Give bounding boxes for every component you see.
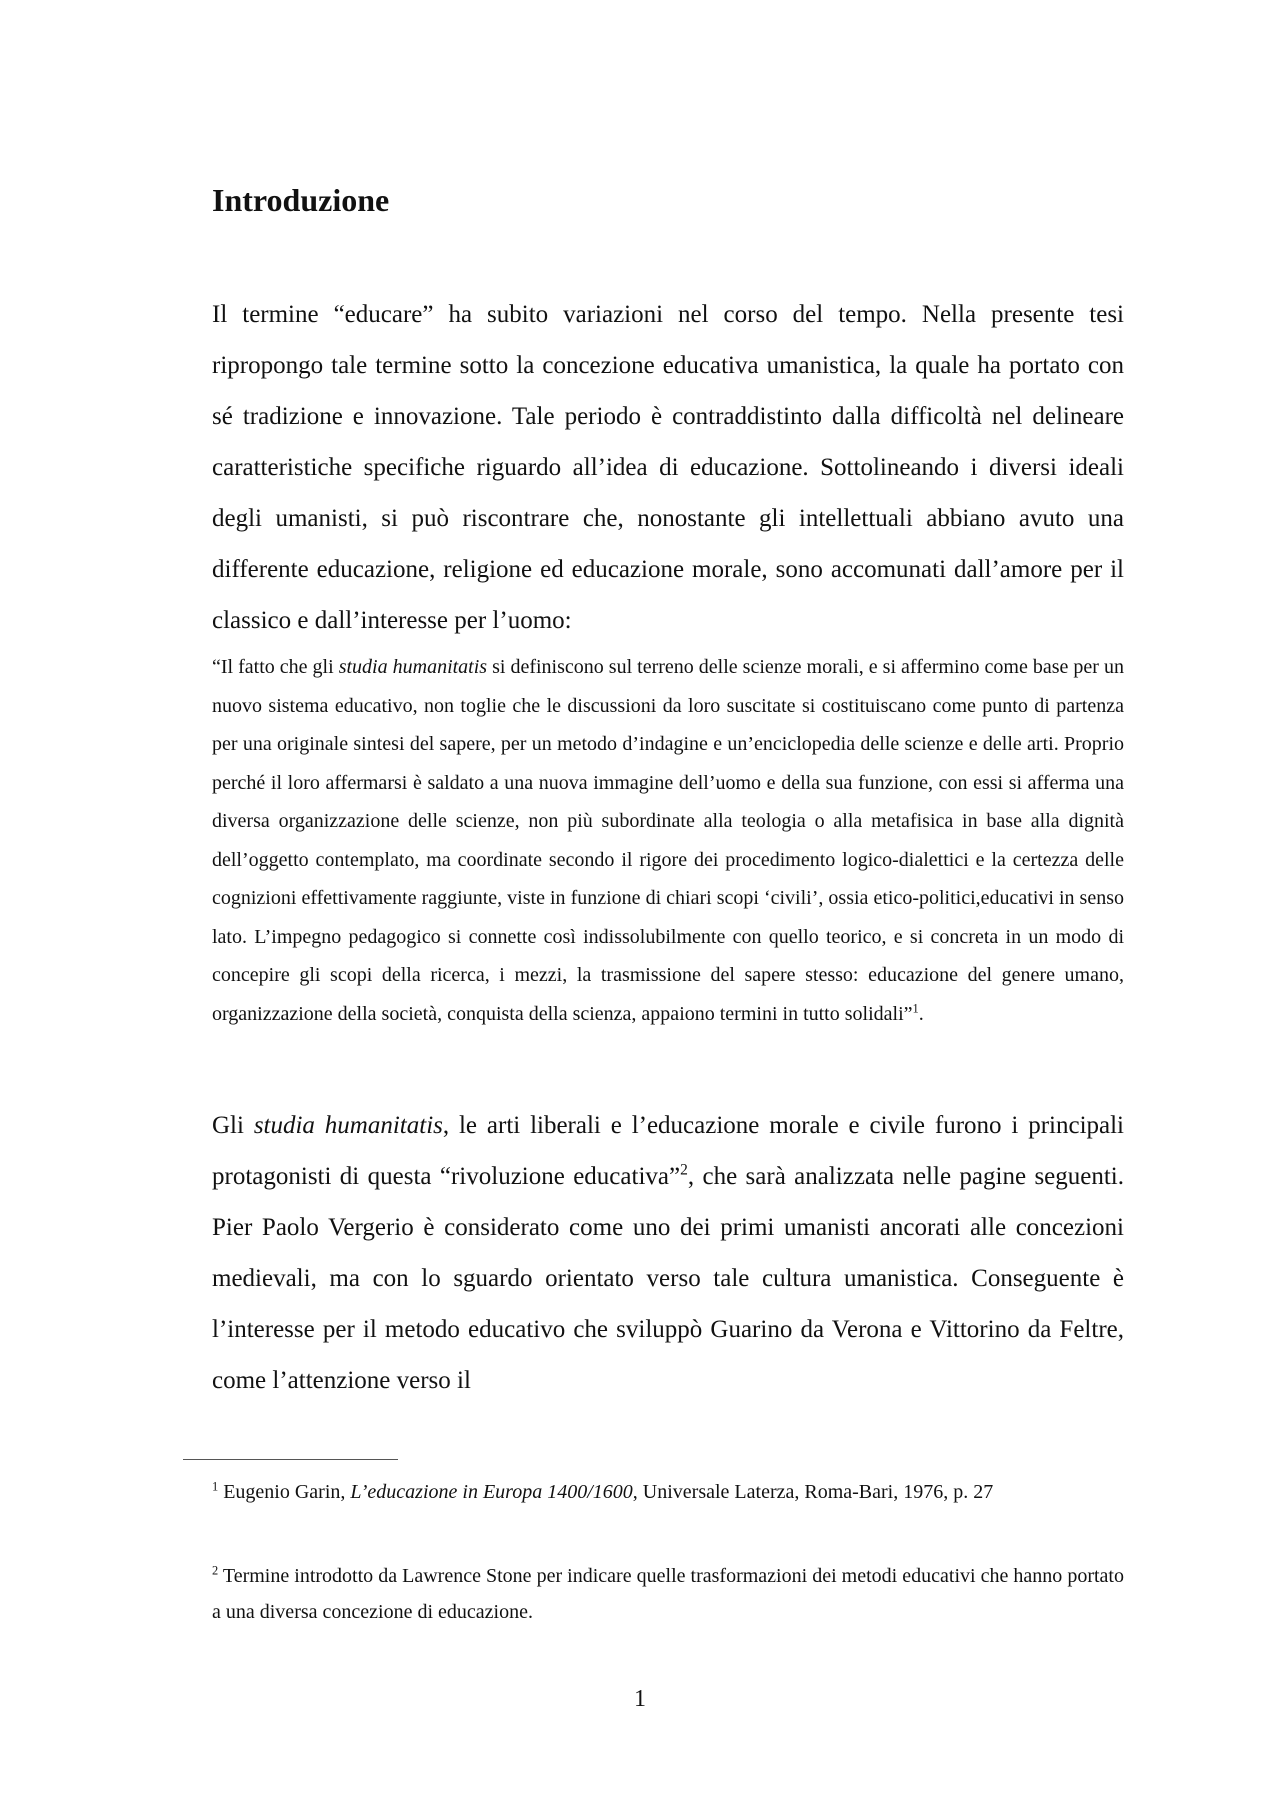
footnote-1-start: Eugenio Garin, [218, 1481, 351, 1503]
footnote-1 [212, 1474, 1092, 1510]
para2-middle: , le arti liberali e l’educazione morale e civile furono i principali protagonisti di questa “rivoluzione educativa” [212, 1112, 1124, 1190]
footnote-1-book-title: L’educazione in Europa 1400/1600 [350, 1481, 633, 1503]
block-quote [212, 648, 1124, 1033]
para2-end: , che sarà analizzata nelle pagine seguenti. Pier Paolo Vergerio è considerato come uno dei primi umanisti ancorati alle concezioni medievali, ma con lo sguardo orientato verso tale cultura umanistica. Conseguente è l’interesse per il metodo educativo che sviluppò Guarino da Verona e Vittorino da Feltre, come l’attenzione verso il [212, 1163, 1125, 1394]
para2-start: Gli [212, 1112, 254, 1139]
footnote-2 [212, 1558, 1124, 1630]
footnote-2-number: 2 [212, 1563, 219, 1578]
footnote-1-rest: , Universale Laterza, Roma-Bari, 1976, p. 27 [632, 1481, 994, 1503]
page-number: 1 [634, 1686, 646, 1712]
footnote-ref-1[interactable]: 1 [912, 1000, 919, 1015]
section-heading: Introduzione [212, 182, 390, 218]
quote-italic-term: studia humanitatis [338, 656, 488, 678]
footnote-2-text: Termine introdotto da Lawrence Stone per indicare quelle trasformazioni dei metodi educativi che hanno portato a una diversa concezione di educazione. [212, 1565, 1124, 1623]
intro-paragraph: Il termine “educare” ha subito variazioni nel corso del tempo. Nella presente tesi ripropongo tale termine sotto la concezione educativa umanistica, la quale ha portato con sé tradizione e innovazione. Tale periodo è contraddistinto dalla difficoltà nel delineare caratteristiche specifiche riguardo all’idea di educazione. Sottolineando i diversi ideali degli umanisti, si può riscontrare che, nonostante gli intellettuali abbiano avuto una differente educazione, religione ed educazione morale, sono accomunati dall’amore per il classico e dall’interesse per l’uomo: [212, 301, 1124, 634]
footnote-separator [183, 1459, 398, 1460]
footnote-ref-2[interactable]: 2 [680, 1161, 688, 1179]
second-paragraph [212, 1100, 1124, 1406]
quote-end: . [918, 1002, 924, 1025]
quote-text-rest: si definiscono sul terreno delle scienze morali, e si affermino come base per un nuovo sistema educativo, non toglie che le discussioni da loro suscitate si costituiscano come punto di partenza per una originale sintesi del sapere, per un metodo d’indagine e un’enciclopedia delle scienze e delle arti. Proprio perché il loro affermarsi è saldato a una nuova immagine dell’uomo e della sua funzione, con essi si afferma una diversa organizzazione delle scienze, non più subordinate alla teologia o alla metafisica in base alla dignità dell’oggetto contemplato, ma coordinate secondo il rigore dei procedimento logico-dialettici e la certezza delle cognizioni effettivamente raggiunte, viste in funzione di chiari scopi ‘civili’, ossia etico-politici,educativi in senso lato. L’impegno pedagogico si connette così indissolubilmente con quello teorico, e si concreta in un modo di concepire gli scopi della ricerca, i mezzi, la trasmissione del sapere stesso: educazione del genere umano, organizzazione della società, conquista della scienza, appaiono termini in tutto solidali” [212, 656, 1124, 1025]
footnote-1-number: 1 [212, 1479, 219, 1494]
para2-italic-term: studia humanitatis [253, 1112, 443, 1139]
quote-text-start: “Il fatto che gli [212, 656, 339, 678]
